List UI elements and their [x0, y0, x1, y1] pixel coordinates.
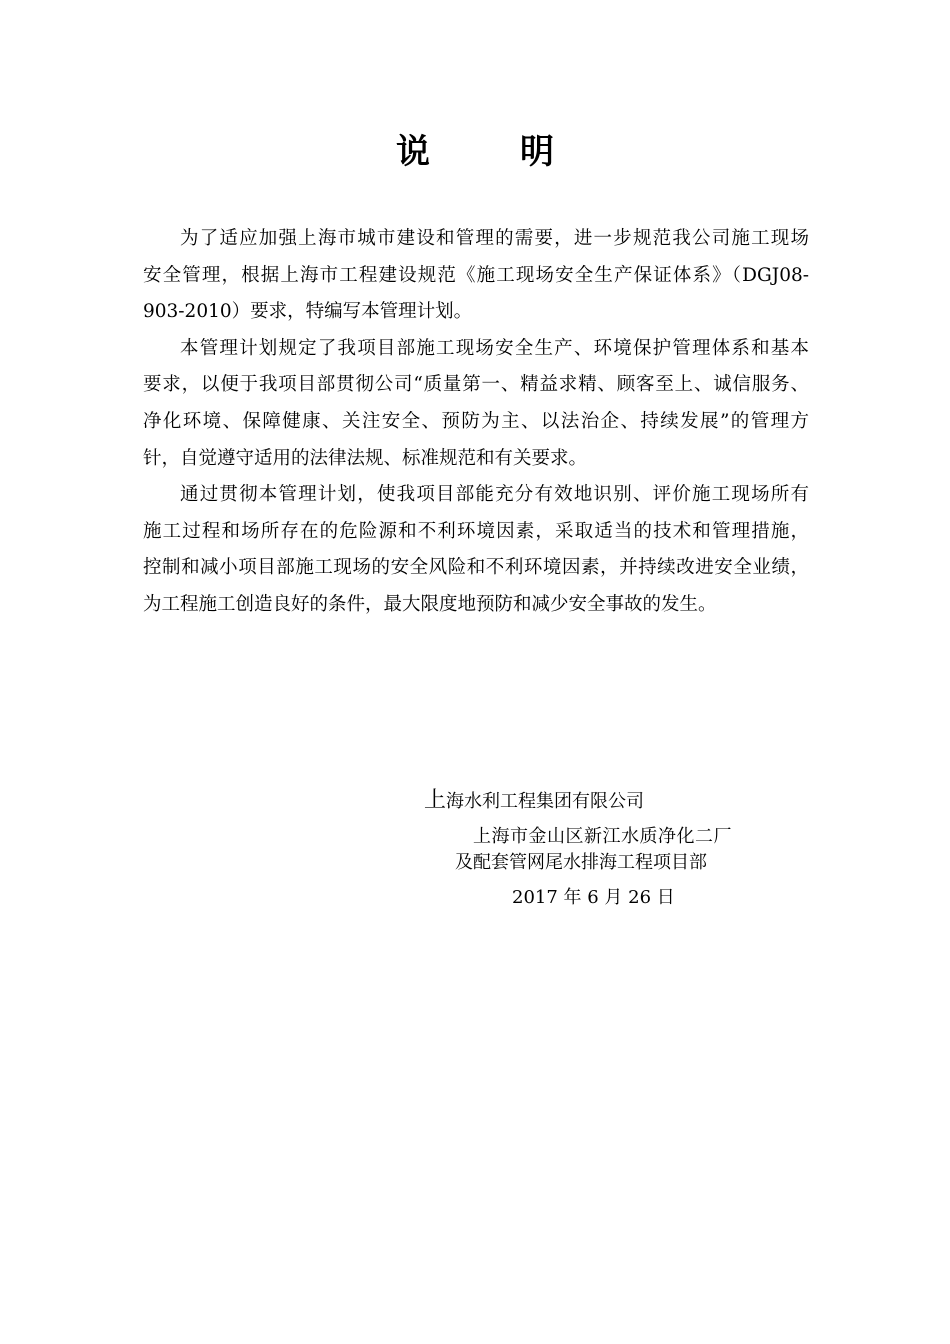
- document-body: [143, 221, 809, 624]
- signature-department-line-1: 上海市金山区新江水质净化二厂: [473, 826, 732, 847]
- paragraph-3-line-2: 施工过程和场所存在的危险源和不利环境因素，采取适当的技术和管理措施，: [143, 520, 809, 542]
- paragraph-2-line-2: 要求，以便于我项目部贯彻公司“质量第一、精益求精、顾客至上、诚信服务、: [143, 374, 809, 396]
- signature-company-first-char: 上: [424, 788, 447, 813]
- document-title: 说 明: [396, 132, 582, 172]
- paragraph-1-line-3: 903-2010）要求，特编写本管理计划。: [143, 301, 473, 323]
- signature-department-line-2: 及配套管网尾水排海工程项目部: [455, 852, 707, 873]
- signature-company-rest: 海水利工程集团有限公司: [446, 791, 645, 812]
- paragraph-2-line-4: 针，自觉遵守适用的法律法规、标准规范和有关要求。: [143, 447, 588, 469]
- paragraph-2-line-3: 净化环境、保障健康、关注安全、预防为主、以法治企、持续发展”的管理方: [143, 410, 809, 432]
- paragraph-3-line-4: 为工程施工创造良好的条件，最大限度地预防和减少安全事故的发生。: [143, 593, 717, 615]
- signature-date: 2017 年 6 月 26 日: [512, 887, 675, 908]
- signature-department: [455, 824, 745, 876]
- paragraph-1-line-1: 为了适应加强上海市城市建设和管理的需要，进一步规范我公司施工现场: [180, 228, 809, 249]
- paragraph-3-line-3: 控制和减小项目部施工现场的安全风险和不利环境因素，并持续改进安全业绩，: [143, 557, 809, 579]
- signature-company: [424, 786, 644, 817]
- paragraph-1-line-2: 安全管理，根据上海市工程建设规范《施工现场安全生产保证体系》（DGJ08-: [143, 264, 809, 286]
- paragraph-3-line-1: 通过贯彻本管理计划，使我项目部能充分有效地识别、评价施工现场所有: [180, 484, 809, 506]
- paragraph-2-line-1: 本管理计划规定了我项目部施工现场安全生产、环境保护管理体系和基本: [180, 337, 809, 359]
